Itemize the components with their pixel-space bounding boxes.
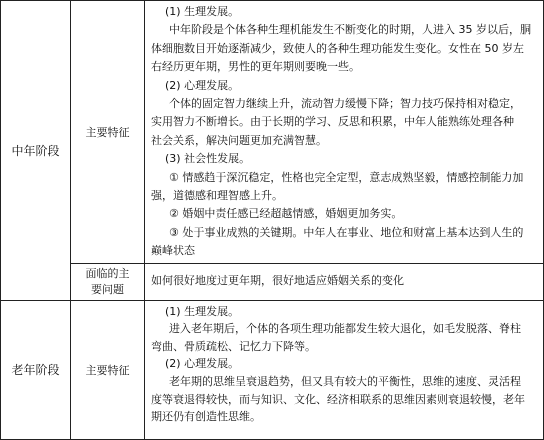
heading-line: (1) 生理发展。 xyxy=(165,5,240,18)
text-line: 度等衰退得较快，而与知识、文化、经济相联系的思维因素则衰退较慢，老年 xyxy=(151,392,525,406)
stage-cell-old-age xyxy=(1,300,71,439)
table-row xyxy=(1,300,544,439)
text-line: 进入老年期后，个体的各项生理功能都发生较大退化，如毛发脱落、脊柱 xyxy=(169,322,521,336)
text-line: 社会关系，解决问题更加充满智慧。 xyxy=(151,133,327,147)
features-label: 主要特征 xyxy=(85,363,130,377)
features-content-old-age xyxy=(145,300,544,439)
text-line: ③ 处于事业成熟的关键期。中年人在事业、地位和财富上基本达到人生的 xyxy=(169,225,524,239)
heading-line: (2) 心理发展。 xyxy=(165,357,240,371)
text-line: 期还仍有创造性思维。 xyxy=(151,410,261,424)
table-row xyxy=(1,263,544,300)
text-line: 右经历更年期，男性的更年期则要晚一些。 xyxy=(151,60,360,74)
text-line: 中年阶段是个体各种生理机能发生不断变化的时期，人进入 35 岁以后，胴 xyxy=(169,23,531,37)
problems-label-cell xyxy=(71,263,145,300)
problems-text: 如何很好地度过更年期，很好地适应婚姻关系的变化 xyxy=(151,274,404,288)
text-line: 弯曲、骨质疏松、记忆力下降等。 xyxy=(151,339,316,353)
text-line: 老年期的思维呈衰退趋势，但又具有较大的平衡性，思维的速度、灵活程 xyxy=(169,375,521,389)
text-line: 个体的固定智力继续上升，流动智力缓慢下降；智力技巧保持相对稳定， xyxy=(169,97,521,111)
text-line: ② 婚姻中责任感已经超越情感，婚姻更加务实。 xyxy=(169,207,403,221)
problems-label-line: 要问题 xyxy=(91,282,124,296)
problems-label-line: 面临的主 xyxy=(85,266,130,280)
features-content-middle-age xyxy=(145,1,544,264)
features-label: 主要特征 xyxy=(85,125,130,139)
text-line: 强，道德感和理智感上升。 xyxy=(151,189,283,203)
heading-line: (2) 心理发展。 xyxy=(165,78,240,92)
stage-label: 老年阶段 xyxy=(11,363,60,378)
heading-line: (1) 生理发展。 xyxy=(165,304,240,318)
text-line: 实用智力不断增长。由于长期的学习、反思和积累，中年人能熟练处理各种 xyxy=(151,115,514,129)
text-line: ① 情感趋于深沉稳定，性格也完全定型，意志成熟坚毅，情感控制能力加 xyxy=(169,170,524,184)
features-label-cell xyxy=(71,300,145,439)
table-row xyxy=(1,1,544,264)
text-line: 巅峰状态 xyxy=(151,244,195,258)
text-line: 体细胞数目开始逐渐减少，致使人的各种生理功能发生变化。女性在 50 岁左 xyxy=(151,41,524,55)
heading-line: (3) 社会性发展。 xyxy=(165,152,251,166)
stage-cell-middle-age xyxy=(1,1,71,301)
problems-content xyxy=(145,263,544,300)
stage-label: 中年阶段 xyxy=(11,143,60,158)
features-label-cell xyxy=(71,1,145,264)
